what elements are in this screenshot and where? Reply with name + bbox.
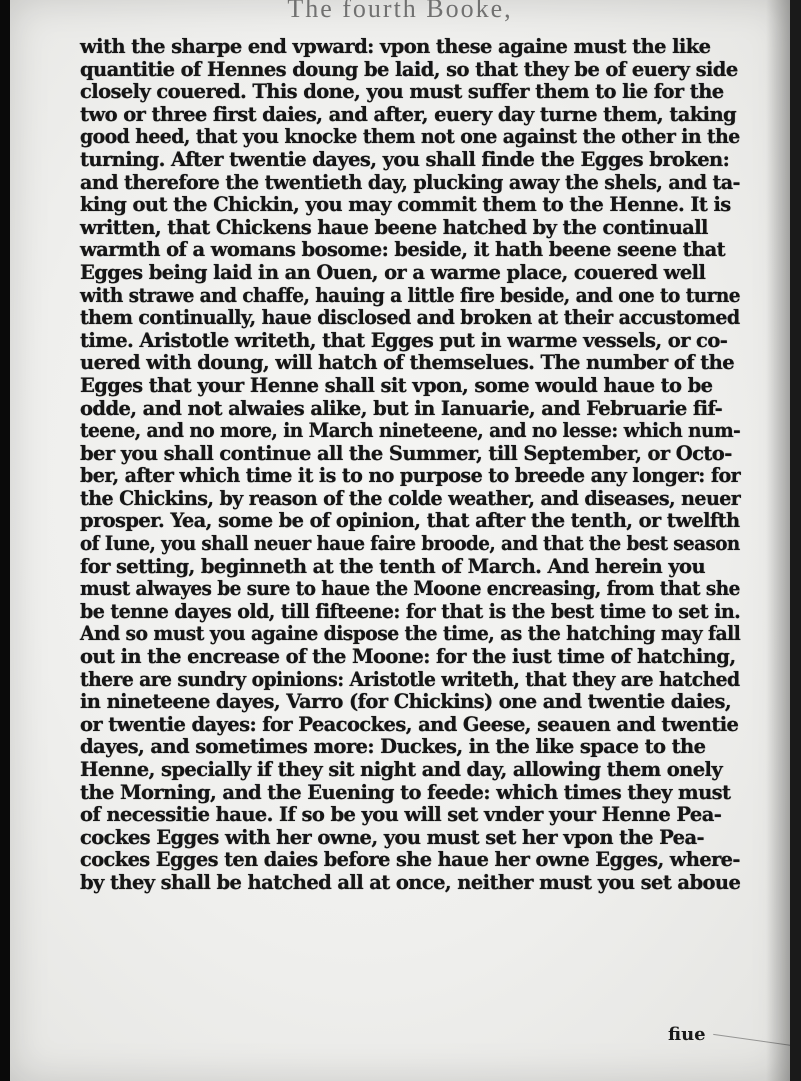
text-line: must alwayes be sure to haue the Moone encreasing, from that she	[80, 577, 740, 601]
text-line: dayes, and sometimes more: Duckes, in the like space to the	[80, 735, 706, 759]
body-text	[80, 36, 740, 895]
page-curl-shadow	[708, 1034, 790, 1081]
text-line: turning. After twentie dayes, you shall finde the Egges broken:	[80, 147, 730, 171]
text-line: or twentie dayes: for Peacockes, and Geese, seauen and twentie	[80, 712, 739, 736]
text-line: two or three first daies, and after, euery day turne them, taking	[80, 102, 737, 126]
text-line: of Iune, you shall neuer haue faire broode, and that the best season	[80, 532, 740, 556]
text-line: closely couered. This done, you must suffer them to lie for the	[80, 80, 724, 104]
text-line: by they shall be hatched all at once, neither must you set aboue	[80, 870, 741, 894]
text-line: Henne, specially if they sit night and day, allowing them onely	[80, 758, 723, 781]
text-line: there are sundry opinions: Aristotle writeth, that they are hatched	[80, 667, 740, 691]
text-line: quantitie of Hennes doung be laid, so that they be of euery side	[80, 57, 738, 81]
text-line: of necessitie haue. If so be you will set vnder your Henne Pea-	[80, 803, 722, 827]
text-line: with strawe and chaffe, hauing a little fire beside, and one to turne	[80, 283, 740, 307]
text-line: teene, and no more, in March nineteene, and no lesse: which num-	[80, 419, 741, 443]
text-line: ber you shall continue all the Summer, till September, or Octo-	[80, 441, 732, 465]
text-line: cockes Egges with her owne, you must set her vpon the Pea-	[80, 825, 705, 849]
text-line: ber, after which time it is to no purpose to breede any longer: for	[80, 464, 741, 488]
text-line: with the sharpe end vpward: vpon these againe must the like	[80, 35, 711, 58]
text-line: written, that Chickens haue beene hatched by the continuall	[80, 215, 708, 239]
text-line: odde, and not alwaies alike, but in Ianuarie, and Februarie fif-	[80, 396, 723, 420]
text-line: Egges being laid in an Ouen, or a warme place, couered well	[80, 260, 706, 284]
text-line: Egges that your Henne shall sit vpon, some would haue to be	[80, 373, 713, 397]
text-line: prosper. Yea, some be of opinion, that after the tenth, or twelfth	[80, 509, 740, 533]
catchword: fiue	[668, 1024, 706, 1045]
text-line: And so must you againe dispose the time, as the hatching may fall	[80, 622, 741, 646]
text-line: uered with doung, will hatch of themselues. The number of the	[80, 351, 735, 375]
text-line: and therefore the twentieth day, plucking away the shels, and ta-	[80, 170, 740, 194]
book-page	[10, 0, 790, 1081]
text-line: for setting, beginneth at the tenth of March. And herein you	[80, 554, 706, 578]
text-line: out in the encrease of the Moone: for the iust time of hatching,	[80, 645, 736, 669]
text-line: good heed, that you knocke them not one against the other in the	[80, 125, 740, 149]
text-line: time. Aristotle writeth, that Egges put in warme vessels, or co-	[80, 328, 728, 352]
text-line: them continually, haue disclosed and broken at their accustomed	[80, 306, 740, 330]
text-line: the Morning, and the Euening to feede: which times they must	[80, 780, 731, 804]
text-line: the Chickins, by reason of the colde weather, and diseases, neuer	[80, 486, 741, 510]
running-head: The fourth Booke,	[287, 0, 513, 23]
text-line: be tenne dayes old, till fifteene: for that is the best time to set in.	[80, 599, 741, 623]
text-line: warmth of a womans bosome: beside, it hath beene seene that	[80, 238, 726, 262]
text-line: in nineteene dayes, Varro (for Chickins) one and twentie daies,	[80, 690, 732, 714]
text-line: king out the Chickin, you may commit them to the Henne. It is	[80, 193, 731, 217]
text-line: cockes Egges ten daies before she haue her owne Egges, where-	[80, 848, 740, 872]
